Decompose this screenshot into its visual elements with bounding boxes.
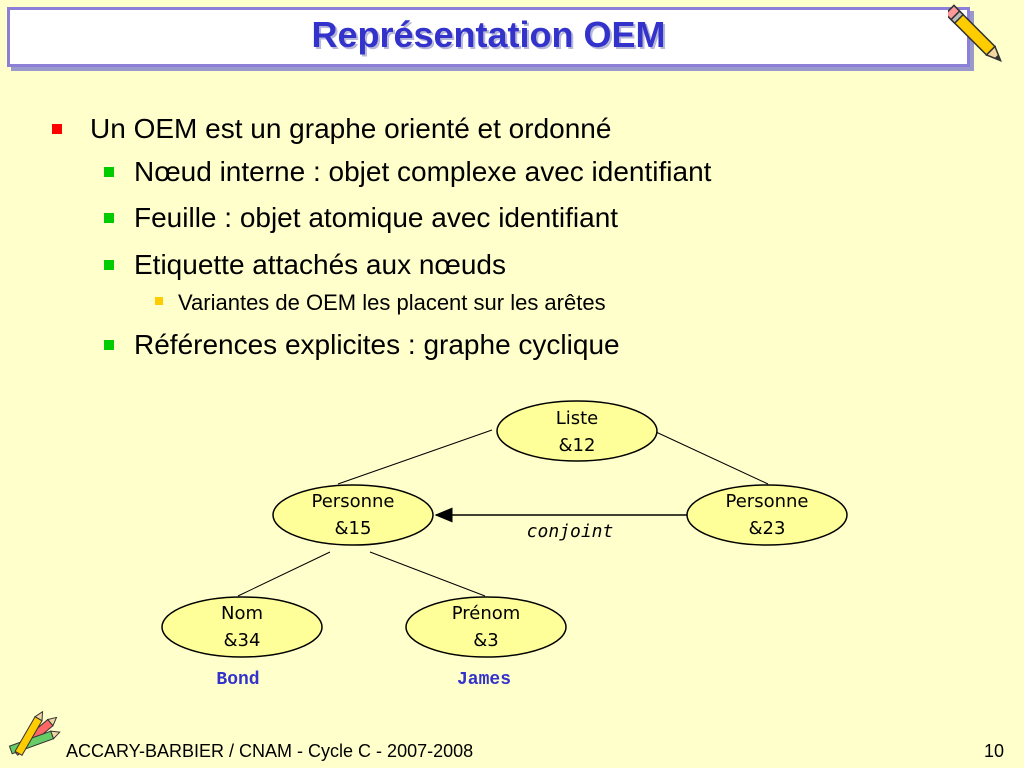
value-bond: Bond: [216, 670, 260, 690]
slide-title: Représentation OEM: [311, 14, 666, 55]
node-label: Personne: [725, 491, 809, 512]
page-number: 10: [984, 741, 1005, 761]
value-james: James: [456, 670, 512, 690]
node-id: &34: [223, 630, 261, 651]
bullet-level2: Feuille : objet atomique avec identifiant: [134, 202, 619, 233]
bullet-level2: Nœud interne : objet complexe avec identifiant: [134, 156, 712, 187]
bullet-level1: Un OEM est un graphe orienté et ordonné: [90, 113, 612, 144]
node-id: &12: [558, 435, 596, 456]
node-label: Personne: [311, 491, 395, 512]
edge-liste-personne15: [338, 430, 492, 484]
node-nom: [162, 597, 322, 657]
edge-liste-personne23: [656, 432, 768, 484]
node-label: Liste: [555, 408, 599, 429]
node-label: Prénom: [451, 603, 521, 624]
bullet-level3: Variantes de OEM les placent sur les arêtes: [178, 290, 606, 315]
node-label: Nom: [220, 603, 264, 624]
edge-label-conjoint: conjoint: [526, 521, 614, 542]
node-personne15: [273, 485, 433, 545]
node-prenom: [406, 597, 566, 657]
edge-personne15-nom: [238, 552, 330, 596]
node-id: &23: [748, 518, 786, 539]
node-id: &3: [473, 630, 499, 651]
node-id: &15: [334, 518, 372, 539]
node-personne23: [687, 485, 847, 545]
node-liste: [497, 401, 657, 461]
edge-personne15-prenom: [370, 552, 485, 596]
crayons-icon: [2, 708, 64, 768]
bullet-level2: Etiquette attachés aux nœuds: [134, 249, 506, 280]
bullet-level2: Références explicites : graphe cyclique: [134, 329, 620, 360]
footer-text: ACCARY-BARBIER / CNAM - Cycle C - 2007-2008: [66, 741, 474, 761]
